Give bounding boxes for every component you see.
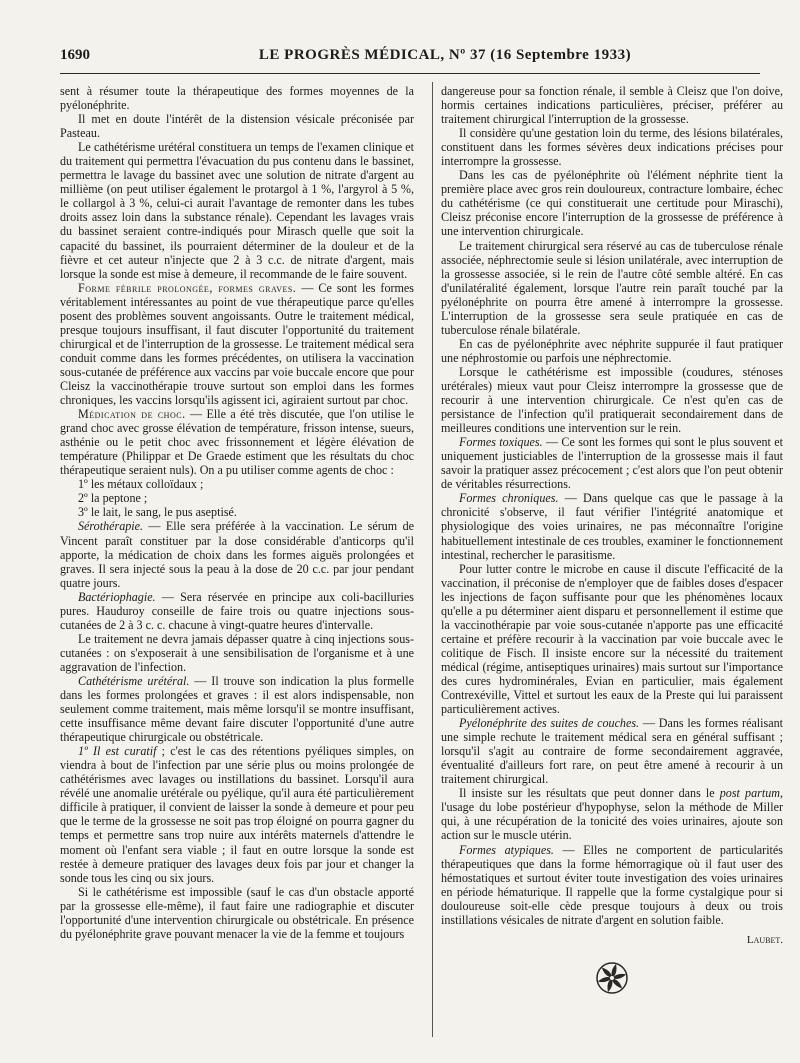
- section-lead: Formes toxiques.: [459, 435, 543, 450]
- paragraph-text: Lorsque le cathétérisme est impossible (coudures, sténoses urétérales) mieux vaut pour Cleisz interrompre la grossesse que de recourir à une intervention chirurgicale. Ce n'est qu'en cas de persistance de l'infection qu'il pratiquerait secondairement dans de meilleures conditions une intervention sur le rein.: [441, 364, 783, 436]
- paragraph: [60, 112, 414, 140]
- paragraph: [441, 716, 783, 786]
- journal-title: LE PROGRÈS MÉDICAL, Nº 37 (16 Septembre 1933): [258, 47, 632, 63]
- author-signature: Laubet.: [746, 933, 783, 946]
- section-lead: Forme fébrile prolongée, formes graves.: [78, 280, 297, 295]
- paragraph-text: dangereuse pour sa fonction rénale, il semble à Cleisz que l'on doive, hormis certaines indications particulières, préciser, préférer au traitement chirurgical l'interruption de la grossesse.: [441, 84, 783, 127]
- column-divider: [432, 82, 433, 1037]
- paragraph: [60, 505, 414, 519]
- paragraph-text: Il considère qu'une gestation loin du terme, des lésions bilatérales, constituent dans les formes sévères deux indications précises pour interrompre la grossesse.: [441, 126, 783, 169]
- left-column: [60, 84, 414, 941]
- running-header: [60, 47, 760, 74]
- paragraph: [441, 365, 783, 435]
- paragraph: [441, 168, 783, 238]
- section-lead: Bactériophagie.: [78, 589, 156, 604]
- paragraph: [441, 786, 783, 842]
- paragraph: [441, 843, 783, 927]
- paragraph: [60, 519, 414, 589]
- section-lead: post partum: [719, 786, 780, 801]
- paragraph-text: Si le cathétérisme est impossible (sauf le cas d'un obstacle apporté par la grossesse elle-même), il faut faire une radiographie et discuter l'opportunité d'une intervention chirurgicale ou obstétricale. En présence du pyélonéphrite grave pouvant menacer la vie de la femme et toujours: [60, 884, 414, 941]
- paragraph: [60, 744, 414, 884]
- paragraph-text: — Elle a été très discutée, que l'on utilise le grand choc avec grosse élévation de température, frisson intense, sueurs, asthénie ou le petit choc avec frissonnement et légère élévation de température (Philippar et De Graede estiment que les résultats du choc thérapeutique seraient nuls). On a pu utiliser comme agents de choc :: [60, 407, 415, 478]
- paragraph-text: — Il trouve son indication la plus formelle dans les formes prolongées et graves : il est alors indispensable, non seulement comme traitement, mais même lorsqu'il se montre insuffisant, cette insuffisance même devant faire discuter l'opportunité d'une autre thérapeutique chirurgicale ou obstétricale.: [60, 673, 414, 745]
- paragraph: [60, 140, 414, 280]
- section-lead: Cathétérisme urétéral.: [78, 673, 190, 688]
- paragraph: [441, 84, 783, 126]
- paragraph: [441, 337, 783, 365]
- paragraph: [60, 477, 414, 491]
- paragraph-text: Le traitement ne devra jamais dépasser quatre à cinq injections sous-cutanées : on s'exposerait à une sensibilisation de l'organisme et à une aggravation de l'infection.: [60, 631, 414, 674]
- paragraph-text: Il insiste sur les résultats que peut donner dans le: [459, 786, 720, 801]
- paragraph-text: Le traitement chirurgical sera réservé au cas de tuberculose rénale associée, néphrectomie seule si lésion unilatérale, avec interruption de la grossesse associée, si le rein de l'autre côté semble altéré. En cas d'unilatéralité également, lorsque l'autre rein paraît touché par la pyélonéphrite on pourra être amené à interrompre la grossesse. L'interruption de la grossesse sera seule pratiquée en cas de tuberculose rénale bilatérale.: [441, 238, 783, 337]
- paragraph-text: — Dans quelque cas que le passage à la chronicité s'observe, il faut vérifier l'intégrité anatomique et physiologique des voies urinaires, ne pas méconnaître l'origine habituellement intestinale de ces troubles, examiner le fonctionnement intestinal, rechercher le parasitisme.: [441, 491, 783, 562]
- paragraph-text: En cas de pyélonéphrite avec néphrite suppurée il faut pratiquer une néphrostomie ou parfois une néphrectomie.: [441, 336, 783, 365]
- page-number: 1690: [60, 47, 90, 63]
- paragraph: [60, 674, 414, 744]
- paragraph: [60, 84, 414, 112]
- paragraph-text: — Ce sont les formes qui sont le plus souvent et uniquement justiciables de l'interruption de la grossesse mais il faut savoir la pratiquer assez précocement ; c'est alors que l'on peut obtenir de véritables résurrections.: [441, 435, 783, 492]
- paragraph-text: sent à résumer toute la thérapeutique des formes moyennes de la pyélonéphrite.: [60, 84, 414, 113]
- section-lead: Formes chroniques.: [459, 491, 559, 506]
- paragraph: [441, 126, 783, 168]
- section-lead: Sérothérapie.: [78, 519, 144, 534]
- paragraph-text: Il met en doute l'intérêt de la distension vésicale préconisée par Pasteau.: [60, 112, 414, 141]
- paragraph-text: — Elles ne comportent de particularités thérapeutiques que dans la forme hémorragique où il faut user des hémostatiques et surtout éviter toute investigation des voies urinaires en période hématurique. Il rappelle que la forme cystalgique pour si douloureuse soit-elle cède presque toujours à deux ou trois instillations vésicales de nitrate d'argent en solution faible.: [441, 842, 783, 927]
- paragraph-text: — Ce sont les formes véritablement intéressantes au point de vue thérapeutique parce qu'elles posent des problèmes souvent angoissants. Outre le traitement médical, presque toujours insuffisant, il faut discuter l'opportunité du traitement chirurgical et de l'interruption de la grossesse. Le traitement médical sera conduit comme dans les formes précédentes, on utilisera la vaccination sous-cutanée de préférence aux vaccins par voie buccale encore que pour Cleisz la vaccinothérapie trouve surtout son emploi dans les formes chroniques, les vaccins lorsqu'ils agissent ici, agiraient surtout par choc.: [60, 280, 415, 408]
- paragraph-text: 1º les métaux colloïdaux ;: [78, 477, 204, 492]
- paragraph-text: Dans les cas de pyélonéphrite où l'élément néphrite tient la première place avec gros rein douloureux, contracture lombaire, échec du cathétérisme (ce qui constituerait une certitude pour Miraschi), Cleisz préconise encore l'interruption de la grossesse de préférence à une intervention chirurgicale.: [441, 168, 783, 239]
- paragraph-text: 2º la peptone ;: [78, 491, 148, 506]
- paragraph-text: — Sera réservée en principe aux coli-bacilluries pures. Hauduroy conseille de faire trois ou quatre injections sous-cutanées de 2 à 3 c. c. chacune à vingt-quatre heures d'intervalle.: [60, 589, 414, 632]
- paragraph: [441, 435, 783, 491]
- paragraph: [441, 239, 783, 337]
- paragraph-text: Pour lutter contre le microbe en cause il discute l'efficacité de la vaccination, il préconise de n'employer que de faibles doses d'espacer les injections de façon suffisante pour que les phénomènes locaux qu'elle a pu déterminer aient disparu et personnellement il estime que la vaccinothérapie par voie sous-cutanée n'apporte pas une efficacité certaine et préfère recourir à la vaccination par voie buccale avec le colitique de Fisch. Il insiste encore sur la nécessité du traitement médical (régime, antiseptiques urinaires) mais surtout sur l'importance des cures hydrominérales, Evian en particulier, mais également Contrexéville, Vittel et surtout les eaux de la Preste qui lui paraissent particulièrement actives.: [441, 561, 783, 717]
- paragraph: [60, 632, 414, 674]
- paragraph-text: Le cathétérisme urétéral constituera un temps de l'examen clinique et du traitement qui permettra l'évacuation du pus contenu dans le bassinet, permettra le lavage du bassinet avec une solution de nitrate d'argent au millième (on peut utiliser également le protargol à 1 %, l'argyrol à 5 %, le collargol à 3 %, celui-ci aurait l'avantage de remonter dans les tubes droits assez loin dans la substance rénale). Cependant les lavages vrais du bassinet seraient contre-indiqués pour Mirasch quelle que soit la capacité du bassinet, ils pourraient déterminer de la douleur et de la fièvre et cet auteur n'injecte que 2 à 3 c.c. de nitrate d'argent, mais lorsque la sonde est mise à demeure, il recommande de le faire souvent.: [60, 140, 414, 281]
- paragraph-text: , l'usage du lobe postérieur d'hypophyse, selon la méthode de Miller qui, à une récupération de la tonicité des voies urinaires, ajoute son action sur le muscle utérin.: [441, 786, 783, 843]
- section-lead: Médication de choc.: [78, 407, 186, 422]
- paragraph-text: ; c'est le cas des rétentions pyéliques simples, on viendra à bout de l'infection par une série plus ou moins prolongée de cathétérismes avec lavages ou instillations du bassinet. Lorsqu'il aura révélé une anomalie urétérale ou pyélique, qu'il aura été particulièrement difficile à pratiquer, il convient de laisser la sonde à demeure et pour peu que le terme de la grossesse ne soit pas trop éloigné on pourra gagner du temps et permettre sans trop nuire aux intérêts maternels d'attendre le moment où l'enfant sera viable ; il faut en outre lorsque la sonde est restée à demeure pratiquer des lavages deux fois par jour et changer la sonde tous les cinq ou six jours.: [60, 744, 414, 885]
- paragraph-text: — Dans les formes réalisant une simple rechute le traitement médical sera en général suffisant ; lorsqu'il s'agit au contraire de forme secondairement aggravée, éventualité d'ailleurs fort rare, on peut être amené à recourir à un traitement chirurgical.: [441, 716, 784, 787]
- section-lead: 1º Il est curatif: [78, 744, 157, 759]
- paragraph: [60, 590, 414, 632]
- paragraph: [60, 407, 414, 477]
- right-column: [441, 84, 783, 995]
- paragraph-text: — Elle sera préférée à la vaccination. Le sérum de Vincent paraît constituer par la dose considérable d'anticorps qu'il apporte, la médication de choix dans les formes aiguës prolongées et graves. Il sera injecté sous la peau à la dose de 20 c.c. par jour pendant quatre jours.: [60, 519, 414, 590]
- pinwheel-ornament-icon: [441, 961, 783, 995]
- paragraph: [441, 562, 783, 717]
- paragraph-text: 3º le lait, le sang, le pus aseptisé.: [78, 505, 237, 520]
- paragraph: [60, 885, 414, 941]
- paragraph: [60, 281, 414, 407]
- section-lead: Formes atypiques.: [459, 842, 554, 857]
- paragraph: [60, 491, 414, 505]
- paragraph: [441, 491, 783, 561]
- section-lead: Pyélonéphrite des suites de couches.: [459, 716, 640, 731]
